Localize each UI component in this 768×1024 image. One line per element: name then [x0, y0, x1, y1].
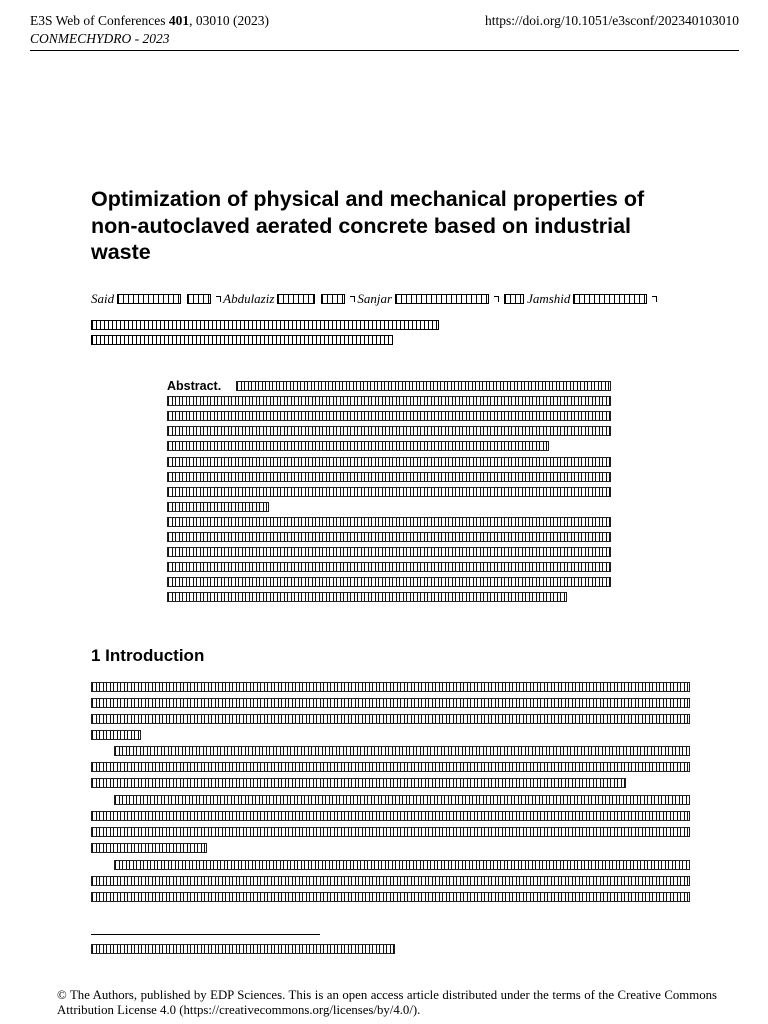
affiliation-mark: [216, 296, 221, 302]
paragraph-line: [91, 762, 690, 772]
abstract-line: [167, 502, 269, 512]
paragraph-line: [114, 860, 690, 870]
paragraph-line: [91, 714, 690, 724]
author-name: Jamshid: [527, 291, 571, 306]
abstract-line: [236, 381, 611, 391]
affiliation-mark: [494, 296, 499, 302]
paragraph-line: [114, 795, 690, 805]
header-divider: [30, 50, 739, 51]
abstract-line: [167, 532, 611, 542]
abstract-line: [167, 472, 611, 482]
paragraph-line: [91, 698, 690, 708]
redacted-orcid: [504, 294, 524, 304]
redacted-surname: [395, 294, 489, 304]
paragraph-line: [91, 811, 690, 821]
redacted-surname: [277, 294, 315, 304]
abstract-label: Abstract.: [167, 379, 222, 393]
author-name: Sanjar: [357, 291, 393, 306]
paragraph-line: [91, 682, 690, 692]
affiliation-line: [91, 335, 393, 345]
footnote-line: [91, 944, 395, 954]
paragraph-line: [91, 892, 690, 902]
paragraph-line: [91, 876, 690, 886]
abstract-line: [167, 577, 611, 587]
section-heading: 1 Introduction: [91, 646, 205, 665]
paragraph-line: [91, 778, 626, 788]
abstract-line: [167, 487, 611, 497]
redacted-orcid: [187, 294, 211, 304]
author-name: Said: [91, 291, 115, 306]
paragraph-line: [91, 827, 690, 837]
abstract-line: [167, 411, 611, 421]
journal-article-year: , 03010 (2023): [189, 13, 270, 28]
abstract-line: [167, 517, 611, 527]
abstract-line: [167, 457, 611, 467]
affiliation-mark: [652, 296, 657, 302]
redacted-surname: [117, 294, 181, 304]
paragraph-line: [91, 730, 141, 740]
redacted-surname: [573, 294, 647, 304]
affiliation-mark: [350, 296, 355, 302]
abstract-line: [167, 547, 611, 557]
paragraph-line: [114, 746, 690, 756]
author-name: Abdulaziz: [223, 291, 275, 306]
journal-citation: [30, 13, 269, 29]
abstract-line: [167, 396, 611, 406]
footnote-divider: [91, 934, 320, 935]
author-list: [91, 291, 659, 307]
doi-link[interactable]: https://doi.org/10.1051/e3sconf/202340103010: [485, 13, 739, 28]
conference-name: CONMECHYDRO - 2023: [30, 31, 170, 46]
license-notice: © The Authors, published by EDP Sciences. This is an open access article distributed under the terms of the Creative Commons Attribution License 4.0 (https://creativecommons.org/licenses/by/4.0/).: [57, 988, 717, 1017]
abstract-line: [167, 562, 611, 572]
abstract-line: [167, 592, 567, 602]
redacted-orcid: [321, 294, 345, 304]
affiliation-line: [91, 320, 439, 330]
abstract-line: [167, 426, 611, 436]
paper-title: Optimization of physical and mechanical properties of non-autoclaved aerated concrete based on industrial waste: [91, 187, 645, 264]
journal-volume: 401: [168, 13, 190, 28]
paragraph-line: [91, 843, 207, 853]
journal-name: E3S Web of Conferences: [30, 13, 169, 28]
abstract-line: [167, 441, 549, 451]
